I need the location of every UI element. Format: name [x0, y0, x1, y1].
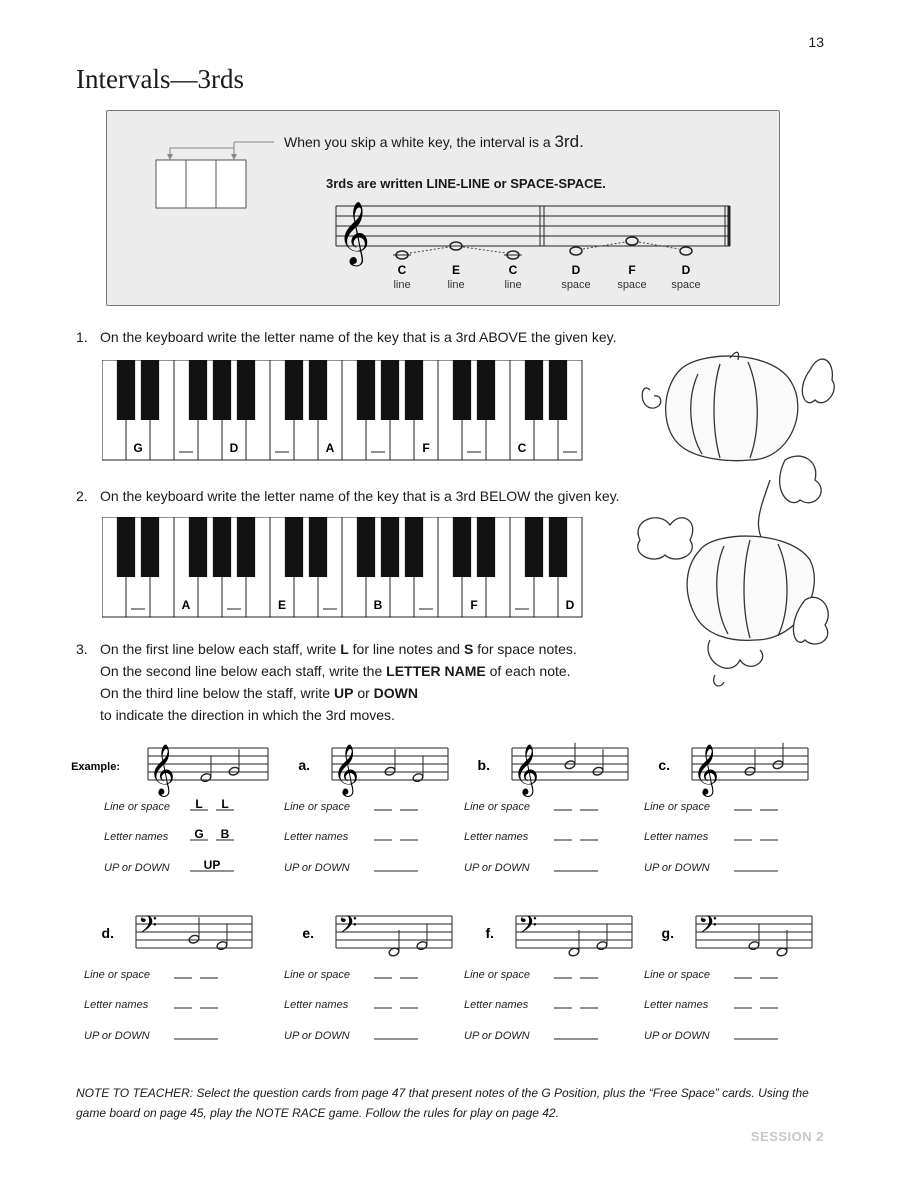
- note-type: line: [504, 279, 522, 291]
- answer-label: Line or space: [644, 969, 711, 981]
- black-key: [141, 360, 159, 420]
- key-label: E: [277, 598, 287, 612]
- session-label: SESSION 2: [750, 1129, 824, 1144]
- half-note: [388, 947, 400, 957]
- note-type: space: [561, 279, 591, 291]
- note-letter: D: [681, 263, 691, 277]
- key-label: A: [181, 598, 191, 612]
- note-type: line: [447, 279, 465, 291]
- exercise-g: [642, 906, 842, 1056]
- key-label: D: [565, 598, 575, 612]
- black-key: [405, 517, 423, 577]
- half-note: [772, 760, 784, 770]
- example-answer: B: [220, 827, 230, 841]
- black-key: [237, 517, 255, 577]
- exercise-e: [282, 906, 482, 1056]
- exercise-f: [462, 906, 662, 1056]
- note-letter: F: [628, 263, 636, 277]
- note-letter: D: [571, 263, 581, 277]
- example-answer: L: [221, 797, 229, 811]
- black-key: [357, 360, 375, 420]
- bass-clef-icon: 𝄢: [338, 912, 358, 945]
- treble-clef-icon: 𝄞: [333, 745, 360, 794]
- answer-label: Line or space: [464, 801, 531, 813]
- keyboard-2: [102, 517, 586, 621]
- note-type: line: [393, 279, 411, 291]
- black-key: [141, 517, 159, 577]
- black-key: [453, 517, 471, 577]
- answer-label: UP or DOWN: [284, 862, 350, 874]
- key-label: A: [325, 441, 335, 455]
- black-key: [213, 517, 231, 577]
- question-3-line1: 3. On the first line below each staff, write L for line notes and S for space notes.: [76, 641, 577, 657]
- half-note: [564, 760, 576, 770]
- black-key: [525, 360, 543, 420]
- key-label: F: [422, 441, 430, 455]
- example-answer: L: [195, 797, 203, 811]
- answer-label: UP or DOWN: [84, 1030, 150, 1042]
- half-note: [776, 947, 788, 957]
- half-note: [384, 766, 396, 776]
- exercise-label: e.: [302, 925, 314, 941]
- half-note: [216, 941, 228, 951]
- answer-label: Line or space: [284, 969, 351, 981]
- answer-label: Letter names: [284, 999, 349, 1011]
- exercise-label: g.: [661, 925, 674, 941]
- answer-label: Letter names: [464, 999, 529, 1011]
- note-type: space: [617, 279, 647, 291]
- black-key: [189, 360, 207, 420]
- half-note: [416, 941, 428, 951]
- half-note: [228, 766, 240, 776]
- black-key: [381, 517, 399, 577]
- black-key: [477, 360, 495, 420]
- bass-clef-icon: 𝄢: [138, 912, 158, 945]
- answer-label: Line or space: [464, 969, 531, 981]
- answer-label: Letter names: [284, 831, 349, 843]
- exercise-label: Example:: [71, 761, 120, 773]
- note-f: [626, 237, 638, 245]
- key-label: G: [133, 441, 143, 455]
- intro-text: When you skip a white key, the interval is a 3rd.: [284, 132, 584, 151]
- teacher-note: NOTE TO TEACHER: Select the question cards from page 47 that present notes of the G Position, plus the “Free Space” cards. Using the game board on page 45, play the NOTE RACE game. Follow the rules for play on page 42.: [76, 1086, 809, 1120]
- black-key: [285, 360, 303, 420]
- answer-label: Letter names: [644, 999, 709, 1011]
- black-key: [381, 360, 399, 420]
- question-3-line3: On the third line below the staff, write UP or DOWN: [100, 685, 418, 701]
- half-note: [200, 773, 212, 783]
- black-key: [525, 517, 543, 577]
- key-label: B: [373, 598, 383, 612]
- black-key: [237, 360, 255, 420]
- example-staff: [330, 196, 740, 296]
- question-2: 2. On the keyboard write the letter name of the key that is a 3rd BELOW the given key.: [76, 488, 620, 504]
- example-answer: G: [194, 827, 204, 841]
- black-key: [357, 517, 375, 577]
- half-note: [596, 941, 608, 951]
- treble-clef-icon: 𝄞: [338, 203, 370, 263]
- exercise-label: c.: [658, 757, 670, 773]
- half-note: [568, 947, 580, 957]
- exercise-c: [642, 738, 842, 888]
- half-note: [188, 934, 200, 944]
- note-d: [570, 247, 582, 255]
- note-type: space: [671, 279, 701, 291]
- exercise-label: a.: [298, 757, 310, 773]
- black-key: [477, 517, 495, 577]
- question-3-line2: On the second line below each staff, write the LETTER NAME of each note.: [100, 663, 571, 679]
- exercise-label: f.: [485, 925, 494, 941]
- black-key: [189, 517, 207, 577]
- half-note: [748, 941, 760, 951]
- answer-label: UP or DOWN: [104, 862, 170, 874]
- treble-clef-icon: 𝄞: [149, 745, 176, 794]
- note-letter: E: [451, 263, 461, 277]
- page-number: 13: [808, 34, 824, 50]
- black-key: [285, 517, 303, 577]
- example-answer: UP: [203, 858, 221, 872]
- pumpkin-illustration: [620, 350, 840, 700]
- answer-label: Line or space: [104, 801, 171, 813]
- answer-label: Letter names: [84, 999, 149, 1011]
- exercise-d: [82, 906, 282, 1056]
- black-key: [117, 360, 135, 420]
- exercise-a: [282, 738, 482, 888]
- answer-label: Letter names: [644, 831, 709, 843]
- black-key: [213, 360, 231, 420]
- answer-label: UP or DOWN: [284, 1030, 350, 1042]
- black-key: [549, 517, 567, 577]
- black-key: [453, 360, 471, 420]
- exercise-label: d.: [101, 925, 114, 941]
- key-label: F: [470, 598, 478, 612]
- answer-label: Line or space: [644, 801, 711, 813]
- half-note: [412, 773, 424, 783]
- key-label: D: [229, 441, 239, 455]
- black-key: [549, 360, 567, 420]
- exercise-b: [462, 738, 662, 888]
- answer-label: UP or DOWN: [644, 1030, 710, 1042]
- answer-label: UP or DOWN: [644, 862, 710, 874]
- mini-keyboard-diagram: [150, 136, 280, 216]
- answer-label: Letter names: [104, 831, 169, 843]
- exercise-label: b.: [477, 757, 490, 773]
- exercise-example: [71, 738, 282, 888]
- note-d: [680, 247, 692, 255]
- black-key: [309, 517, 327, 577]
- black-key: [309, 360, 327, 420]
- note-letter: C: [397, 263, 407, 277]
- answer-label: Letter names: [464, 831, 529, 843]
- answer-label: UP or DOWN: [464, 862, 530, 874]
- bass-clef-icon: 𝄢: [518, 912, 538, 945]
- answer-label: Line or space: [284, 801, 351, 813]
- black-key: [117, 517, 135, 577]
- half-note: [744, 766, 756, 776]
- keyboard-1: [102, 360, 586, 464]
- answer-label: UP or DOWN: [464, 1030, 530, 1042]
- half-note: [592, 766, 604, 776]
- question-3-line4: to indicate the direction in which the 3rd moves.: [100, 707, 395, 723]
- page-title: Intervals—3rds: [76, 64, 244, 94]
- treble-clef-icon: 𝄞: [693, 745, 720, 794]
- bass-clef-icon: 𝄢: [698, 912, 718, 945]
- question-1: 1. On the keyboard write the letter name of the key that is a 3rd ABOVE the given key.: [76, 329, 617, 345]
- black-key: [405, 360, 423, 420]
- note-letter: C: [508, 263, 518, 277]
- answer-label: Line or space: [84, 969, 151, 981]
- treble-clef-icon: 𝄞: [513, 745, 540, 794]
- key-label: C: [517, 441, 527, 455]
- rule-text: 3rds are written LINE-LINE or SPACE-SPACE.: [326, 176, 606, 191]
